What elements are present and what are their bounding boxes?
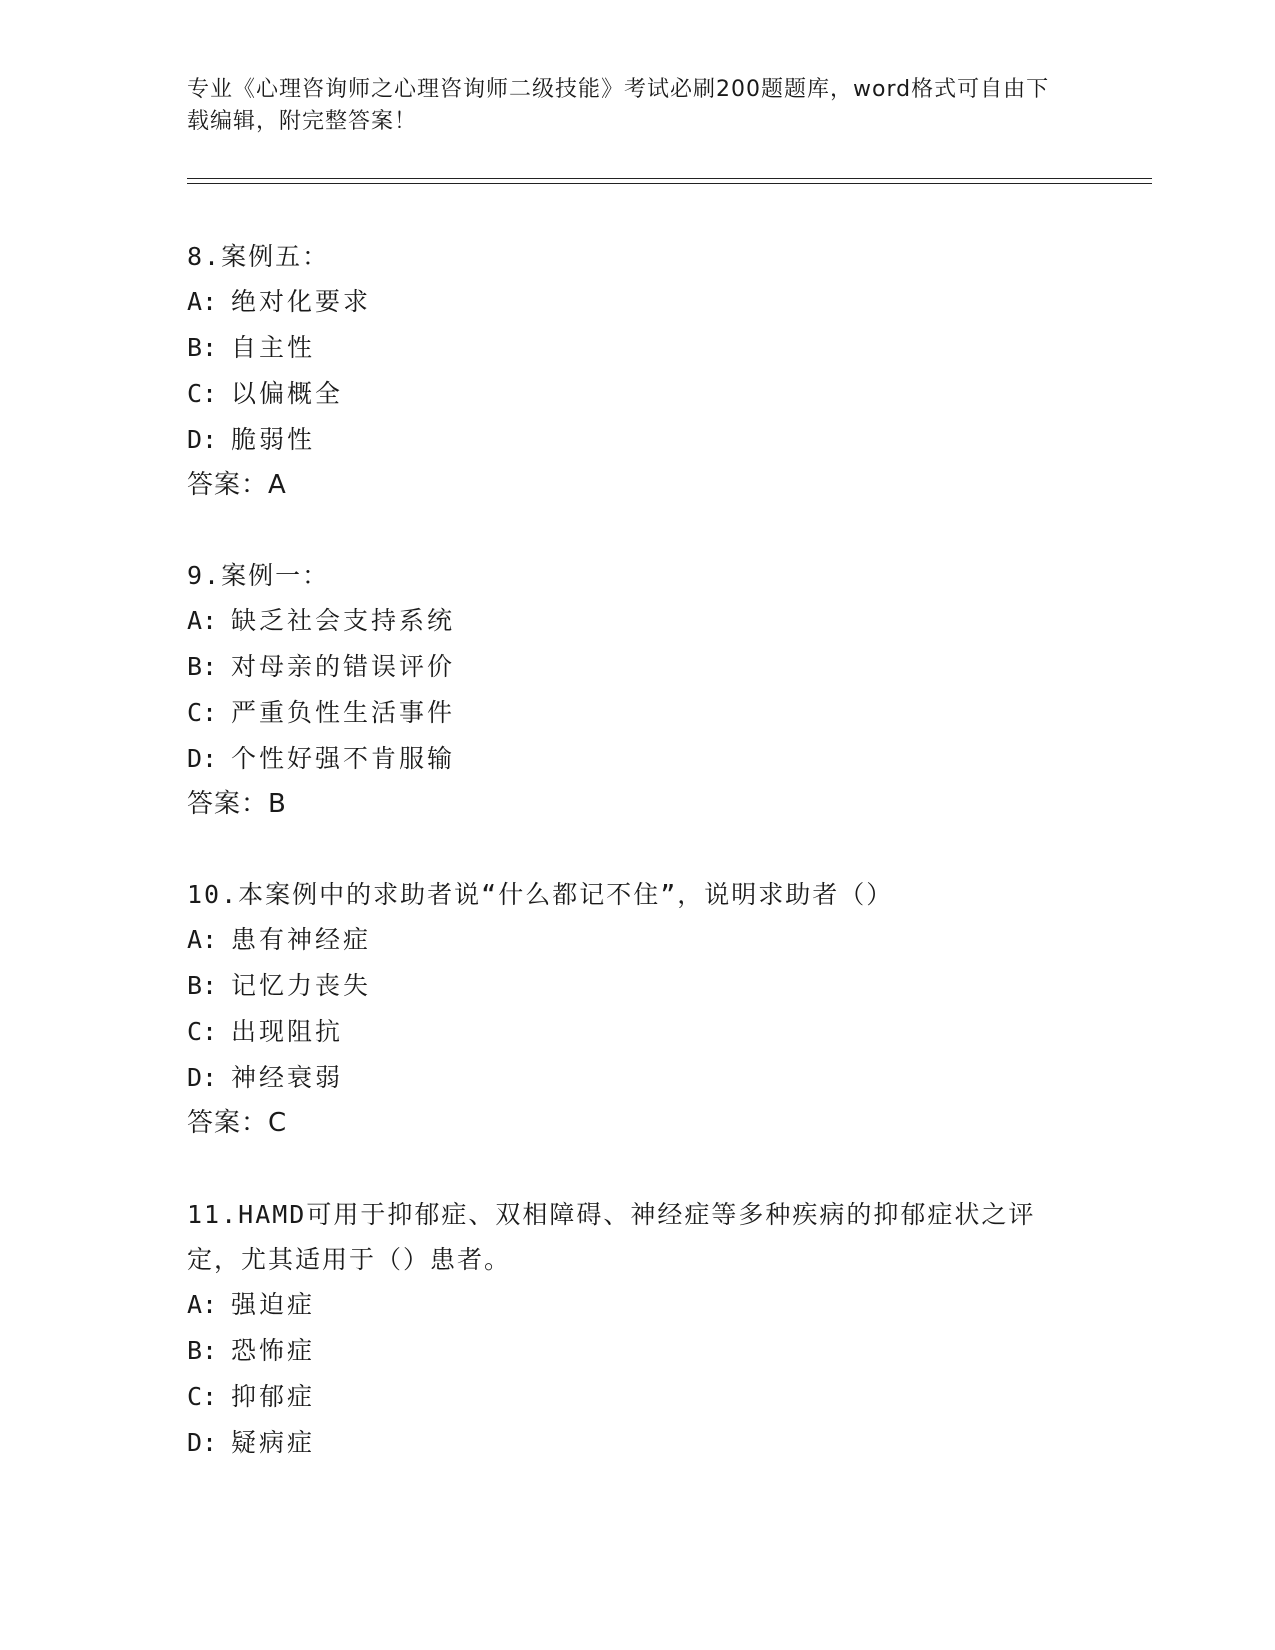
option-letter: B: — [187, 652, 218, 681]
question-stem: 10.本案例中的求助者说“什么都记不住”，说明求助者（） — [187, 880, 894, 909]
question-9 — [187, 553, 1087, 826]
option-letter: C: — [187, 698, 218, 727]
answer-line: 答案：B — [187, 789, 287, 819]
option-letter: C: — [187, 1382, 218, 1411]
option-text: 恐怖症 — [231, 1336, 316, 1365]
option-letter: C: — [187, 379, 218, 408]
document-header — [187, 74, 1067, 138]
question-10 — [187, 872, 1087, 1145]
option-text: 对母亲的错误评价 — [231, 652, 456, 681]
option-text: 脆弱性 — [231, 425, 316, 454]
answer-line: 答案：C — [187, 1108, 288, 1138]
option-letter: D: — [187, 744, 218, 773]
option-text: 抑郁症 — [231, 1382, 316, 1411]
option-text: 严重负性生活事件 — [231, 698, 456, 727]
header-divider-bottom — [187, 183, 1152, 184]
option-letter: C: — [187, 1017, 218, 1046]
option-c — [187, 1009, 1087, 1055]
option-text: 绝对化要求 — [231, 287, 372, 316]
question-stem: 8.案例五： — [187, 242, 330, 271]
option-text: 神经衰弱 — [231, 1063, 344, 1092]
answer-line: 答案：A — [187, 470, 287, 500]
question-8 — [187, 234, 1087, 507]
question-11 — [187, 1192, 1087, 1466]
option-b — [187, 644, 1087, 690]
option-c — [187, 1374, 1087, 1420]
option-text: 记忆力丧失 — [231, 971, 372, 1000]
option-d — [187, 1420, 1087, 1466]
option-letter: B: — [187, 971, 218, 1000]
option-b — [187, 963, 1087, 1009]
question-stem: 9.案例一： — [187, 561, 330, 590]
option-a — [187, 1282, 1087, 1328]
option-letter: A: — [187, 287, 218, 316]
option-d — [187, 736, 1087, 782]
option-text: 疑病症 — [231, 1428, 316, 1457]
option-text: 出现阻抗 — [231, 1017, 344, 1046]
option-text: 自主性 — [231, 333, 316, 362]
option-c — [187, 371, 1087, 417]
option-letter: D: — [187, 1428, 218, 1457]
option-d — [187, 417, 1087, 463]
option-letter: D: — [187, 425, 218, 454]
header-divider-top — [187, 178, 1152, 179]
option-letter: A: — [187, 606, 218, 635]
option-a — [187, 279, 1087, 325]
option-letter: D: — [187, 1063, 218, 1092]
option-letter: B: — [187, 333, 218, 362]
header-text: 专业《心理咨询师之心理咨询师二级技能》考试必刷200题题库，word格式可自由下载编辑，附完整答案！ — [187, 77, 1050, 134]
option-text: 以偏概全 — [231, 379, 344, 408]
option-letter: B: — [187, 1336, 218, 1365]
option-a — [187, 917, 1087, 963]
option-b — [187, 1328, 1087, 1374]
option-c — [187, 690, 1087, 736]
option-letter: A: — [187, 925, 218, 954]
option-b — [187, 325, 1087, 371]
question-stem: 11.HAMD可用于抑郁症、双相障碍、神经症等多种疾病的抑郁症状之评定，尤其适用于（）患者。 — [187, 1200, 1036, 1274]
option-text: 个性好强不肯服输 — [231, 744, 456, 773]
option-text: 患有神经症 — [231, 925, 372, 954]
option-text: 强迫症 — [231, 1290, 316, 1319]
option-letter: A: — [187, 1290, 218, 1319]
option-d — [187, 1055, 1087, 1101]
option-text: 缺乏社会支持系统 — [231, 606, 456, 635]
option-a — [187, 598, 1087, 644]
